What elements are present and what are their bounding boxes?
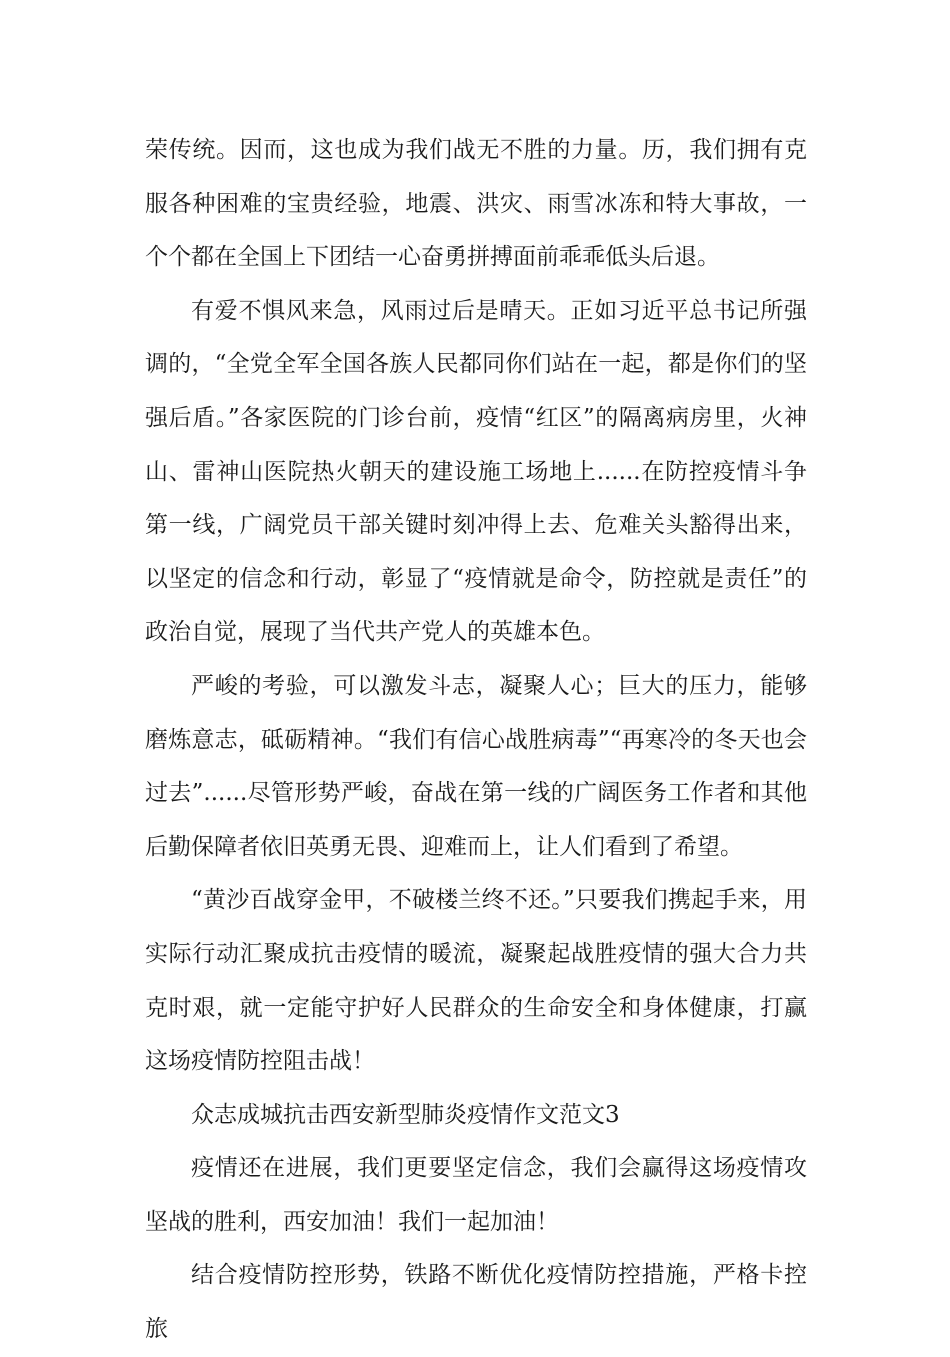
document-body	[145, 124, 807, 1357]
paragraph-2: 有爱不惧风来急，风雨过后是晴天。正如习近平总书记所强调的，“全党全军全国各族人民都同你们站在一起，都是你们的坚强后盾。”各家医院的门诊台前，疫情“红区”的隔离病房里，火神山、雷神山医院热火朝天的建设施工场地上......在防控疫情斗争第一线，广阔党员干部关键时刻冲得上去、危难关头豁得出来，以坚定的信念和行动，彰显了“疫情就是命令，防控就是责任”的政治自觉，展现了当代共产党人的英雄本色。	[145, 297, 807, 646]
paragraph-6: 结合疫情防控形势，铁路不断优化疫情防控措施，严格卡控旅	[145, 1262, 807, 1343]
section-heading: 众志成城抗击西安新型肺炎疫情作文范文3	[191, 1101, 620, 1128]
paragraph-4: “黄沙百战穿金甲，不破楼兰终不还。”只要我们携起手来，用实际行动汇聚成抗击疫情的暖流，凝聚起战胜疫情的强大合力共克时艰，就一定能守护好人民群众的生命安全和身体健康，打赢这场疫情防控阻击战！	[145, 887, 807, 1075]
paragraph-5: 疫情还在进展，我们更要坚定信念，我们会赢得这场疫情攻坚战的胜利，西安加油！我们一起加油！	[145, 1155, 807, 1235]
paragraph-1: 荣传统。因而，这也成为我们战无不胜的力量。历，我们拥有克服各种困难的宝贵经验，地震、洪灾、雨雪冰冻和特大事故，一个个都在全国上下团结一心奋勇拼搏面前乖乖低头后退。	[145, 137, 807, 271]
paragraph-3: 严峻的考验，可以激发斗志，凝聚人心；巨大的压力，能够磨炼意志，砥砺精神。“我们有信心战胜病毒”“再寒冷的冬天也会过去”......尽管形势严峻，奋战在第一线的广阔医务工作者和其他后勤保障者依旧英勇无畏、迎难而上，让人们看到了希望。	[145, 672, 807, 860]
